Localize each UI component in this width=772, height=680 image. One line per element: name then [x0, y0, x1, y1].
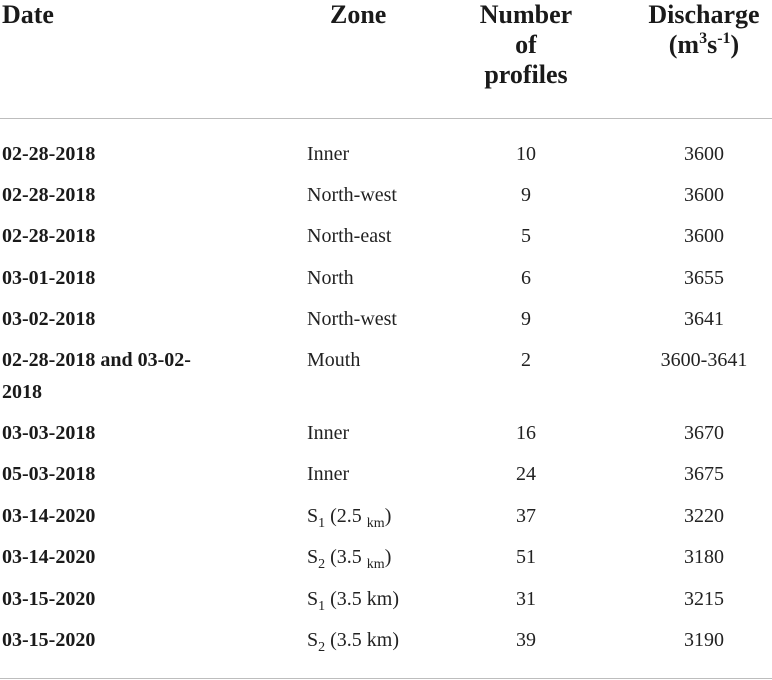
cell-zone: [307, 500, 467, 535]
cell-date: 05-03-2018: [2, 463, 96, 485]
cell-date: 02-28-2018: [2, 143, 96, 165]
cell-date: 02-28-2018: [2, 184, 96, 206]
table-bottom-divider: [0, 678, 772, 679]
zone-end: ): [384, 505, 392, 527]
cell-date: 02-28-2018: [2, 225, 96, 247]
cell-discharge: 3655: [684, 267, 724, 289]
zone-subscript: 1: [318, 599, 326, 614]
header-date: Date: [2, 0, 54, 29]
cell-zone: North: [307, 267, 354, 289]
unit-s: s: [707, 30, 718, 59]
cell-discharge: 3600: [684, 184, 724, 206]
cell-number: 31: [516, 588, 536, 610]
header-number-line-2: of: [515, 30, 537, 59]
cell-zone: North-west: [307, 184, 397, 206]
cell-number: 37: [516, 505, 536, 527]
cell-number: 9: [521, 184, 531, 206]
cell-zone: Inner: [307, 463, 350, 485]
unit-open: (m: [668, 30, 700, 59]
cell-date-line-1: 02-28-2018 and 03-02-: [2, 349, 191, 371]
zone-base: S: [307, 546, 319, 568]
cell-number: 6: [521, 267, 531, 289]
cell-discharge: 3675: [684, 463, 724, 485]
cell-zone: [307, 583, 467, 618]
header-discharge: [636, 0, 772, 64]
cell-number: 39: [516, 629, 536, 651]
cell-discharge: 3190: [684, 629, 724, 651]
cell-discharge: 3670: [684, 422, 724, 444]
zone-rest: (3.5: [325, 546, 367, 568]
cell-zone: Inner: [307, 422, 350, 444]
unit-sup-minus-1: -1: [717, 30, 731, 47]
cell-discharge: 3641: [684, 308, 724, 330]
zone-unit-subscript: km: [366, 557, 385, 572]
zone-rest: (2.5: [325, 505, 367, 527]
cell-date: 03-15-2020: [2, 588, 96, 610]
cell-discharge: 3600: [684, 225, 724, 247]
cell-discharge: 3220: [684, 505, 724, 527]
cell-number: 5: [521, 225, 531, 247]
zone-base: S: [307, 505, 319, 527]
zone-base: S: [307, 629, 319, 651]
unit-sup-3: 3: [699, 30, 708, 47]
cell-date: 03-15-2020: [2, 629, 96, 651]
zone-rest: (3.5 km): [325, 629, 400, 651]
cell-date: 03-01-2018: [2, 267, 96, 289]
cell-date: 03-14-2020: [2, 505, 96, 527]
header-discharge-unit: [636, 30, 772, 64]
cell-discharge: 3215: [684, 588, 724, 610]
cell-number: 51: [516, 546, 536, 568]
cell-number: 10: [516, 143, 536, 165]
header-number-line-3: profiles: [484, 60, 568, 89]
cell-discharge: 3600-3641: [660, 349, 748, 371]
cell-zone: North-east: [307, 225, 392, 247]
zone-subscript: 1: [318, 516, 326, 531]
cell-number: 24: [516, 463, 536, 485]
header-discharge-line-1: Discharge: [648, 0, 760, 29]
cell-number: 2: [521, 349, 531, 371]
cell-number: 16: [516, 422, 536, 444]
zone-rest: (3.5 km): [325, 588, 400, 610]
header-divider: [0, 118, 772, 119]
zone-subscript: 2: [318, 640, 326, 655]
unit-close: ): [730, 30, 740, 59]
cell-zone: [307, 541, 467, 576]
cell-discharge: 3600: [684, 143, 724, 165]
zone-end: ): [384, 546, 392, 568]
header-number-line-1: Number: [479, 0, 573, 29]
cell-date: 03-03-2018: [2, 422, 96, 444]
header-zone: Zone: [330, 0, 387, 29]
cell-date-line-2: 2018: [2, 381, 42, 403]
zone-base: S: [307, 588, 319, 610]
cell-discharge: 3180: [684, 546, 724, 568]
header-number-of-profiles: [466, 0, 586, 90]
cell-zone: North-west: [307, 308, 397, 330]
cell-date: 03-14-2020: [2, 546, 96, 568]
cell-date: 03-02-2018: [2, 308, 96, 330]
cell-number: 9: [521, 308, 531, 330]
cell-zone: Mouth: [307, 349, 361, 371]
zone-subscript: 2: [318, 557, 326, 572]
cell-date: [2, 344, 272, 408]
cell-zone: Inner: [307, 143, 350, 165]
zone-unit-subscript: km: [366, 516, 385, 531]
cell-zone: [307, 624, 467, 659]
